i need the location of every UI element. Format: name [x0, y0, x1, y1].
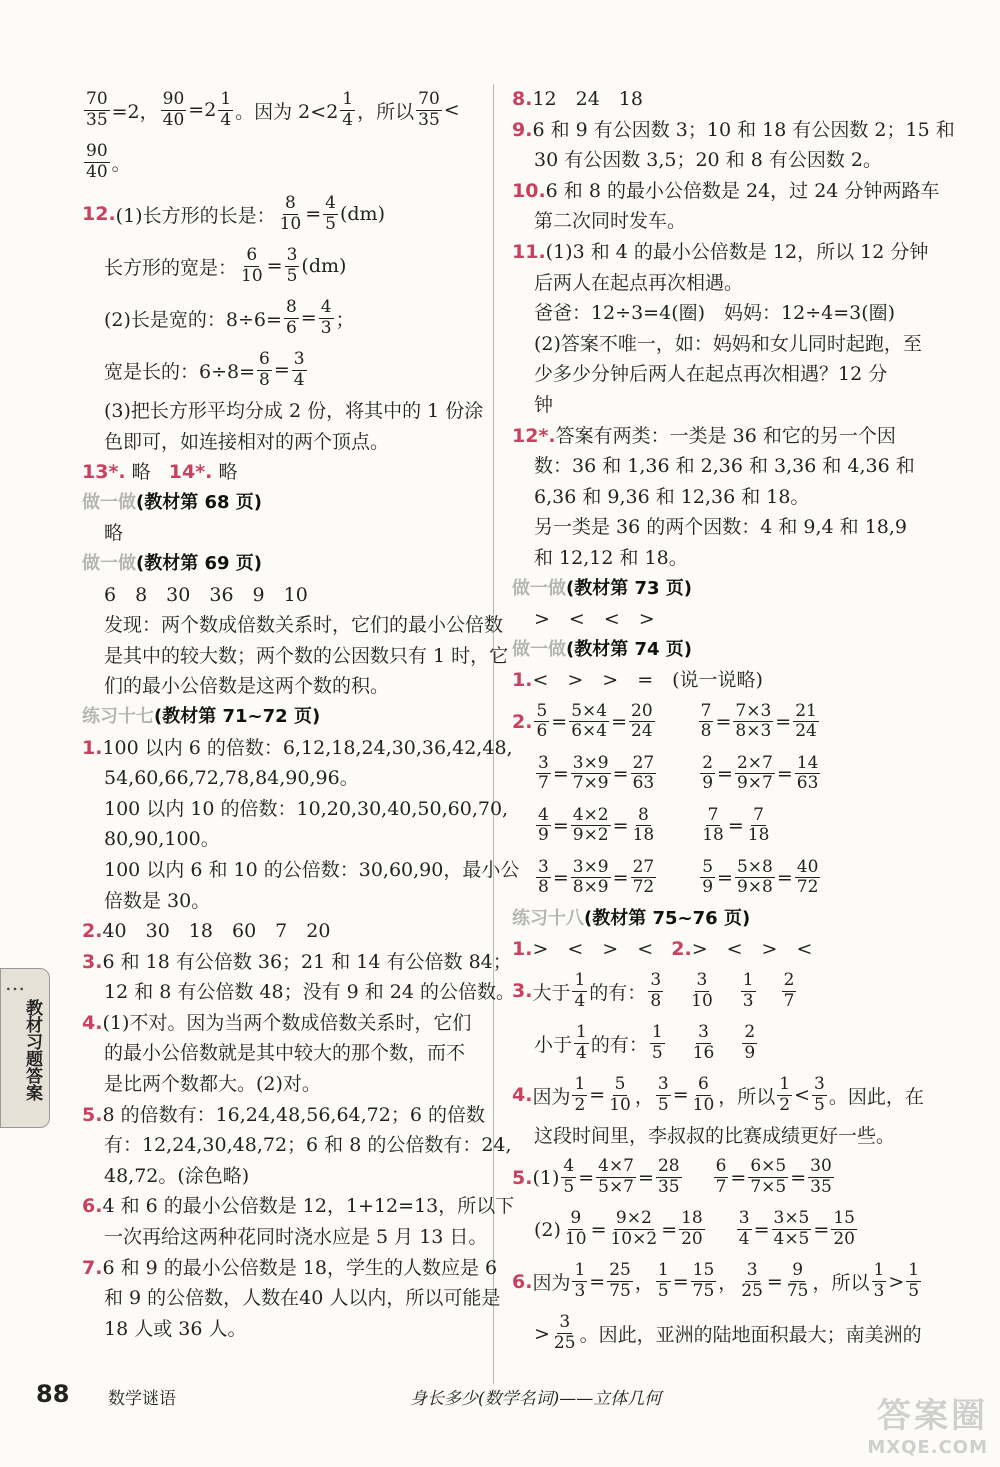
q1-line: 1.100 以内 6 的倍数：6,12,18,24,30,36,42,48, [82, 736, 513, 759]
b4-line-1: 4. 因为 $\frac{1}{2}$ = $\frac{5}{10}$ ， $\frac{3}{5}$ = $\frac{6}{10}$ ，所以 $\frac{1}{2}$ < $\frac{3}{5}$ 。因此，在 [512, 1073, 924, 1115]
question-number: 12. [82, 203, 116, 225]
q10-line: 10.6 和 8 的最小公倍数是 24，过 24 分钟两路车 [512, 179, 940, 202]
section-header-75: 练习十八(教材第 75~76 页) [512, 907, 751, 929]
a2-row-3: $\frac{4}{9}$ = $\frac{4\times 2}{9\times 2}$ = $\frac{8}{18}$ $\frac{7}{18}$ = $\frac{7}{18}$ [538, 804, 770, 846]
text-line: 发现：两个数成倍数关系时，它们的最小公倍数 [104, 614, 504, 637]
text-line: 12 和 8 有公倍数 48；没有 9 和 24 的公倍数。 [104, 981, 516, 1004]
q12-line-1: 12. (1)长方形的长是： $\frac{8}{10}$ = $\frac{4}{5}$ (dm) [82, 192, 385, 234]
text-line: 另一类是 36 的两个因数：4 和 9,4 和 18,9 [534, 516, 908, 539]
text-line: 54,60,66,72,78,84,90,96。 [104, 767, 359, 790]
q2-line: 2.40 30 18 60 7 20 [82, 920, 331, 943]
q4-line: 4.(1)不对。因为当两个数成倍数关系时，它们 [82, 1011, 472, 1034]
text-line: 爸爸：12÷3=4(圈) 妈妈：12÷4=3(圈) [534, 302, 896, 325]
text-line: 第二次同时发车。 [534, 210, 687, 233]
fraction: $\frac{90}{40}$ [162, 88, 185, 130]
q11-line: 11.(1)3 和 4 的最小公倍数是 12，所以 12 分钟 [512, 240, 929, 263]
fraction: $\frac{70}{35}$ [86, 88, 108, 130]
q12-line-2: 长方形的宽是： $\frac{6}{10}$ = $\frac{3}{5}$ (dm) [104, 244, 347, 286]
q12star-line: 12*.答案有两类：一类是 36 和它的另一个因 [512, 424, 896, 447]
text-line: 是比两个数都大。(2)对。 [104, 1073, 321, 1096]
text-line: 少多少分钟后两人在起点再次相遇？12 分 [534, 363, 888, 386]
section-header-68: 做一做(教材第 68 页) [82, 491, 263, 513]
text-line: 和 12,12 和 18。 [534, 546, 688, 569]
text-line: 18 人或 36 人。 [104, 1317, 247, 1340]
column-divider [493, 84, 494, 1384]
line-fraction-compare: $\frac{70}{35}$ =2， $\frac{90}{40}$ =2 $\frac{1}{4}$ 。因为 2<2 $\frac{1}{4}$ ，所以 $\frac{70}{35}$ < [86, 88, 460, 130]
b3-line-1: 3. 大于 $\frac{1}{4}$ 的有： $\frac{3}{8}$ $\frac{3}{10}$ $\frac{1}{3}$ $\frac{2}{7}$ [512, 969, 795, 1011]
text-line: 这段时间里，李叔叔的比赛成绩更好一些。 [534, 1125, 896, 1148]
page-number: 88 [36, 1380, 70, 1408]
fraction: $\frac{70}{35}$ [418, 88, 440, 130]
q7-line: 7.6 和 9 的最小公倍数是 18，学生的人数应是 6 [82, 1256, 498, 1279]
q12-line-3: (2)长是宽的：8÷6= $\frac{8}{6}$ = $\frac{4}{3}$ ； [104, 296, 355, 338]
q9-line: 9.6 和 9 有公因数 3；10 和 18 有公因数 2；15 和 [512, 118, 955, 141]
text-line: 数：36 和 1,36 和 2,36 和 3,36 和 4,36 和 [534, 455, 915, 478]
text-line: 80,90,100。 [104, 828, 220, 851]
left-column [82, 84, 520, 1344]
footer-riddle: 身长多少(数学名词)——立体几何 [410, 1389, 662, 1409]
b1-b2-line: 1.> < > < 2.> < > < [512, 938, 813, 961]
fraction: $\frac{1}{4}$ [220, 88, 232, 130]
q12-line-4: 宽是长的：6÷8= $\frac{6}{8}$ = $\frac{3}{4}$ [104, 348, 305, 390]
side-tab-label: 教材习题答案 [22, 999, 42, 1101]
q13-q14-line: 13*. 略 14*. 略 [82, 461, 238, 484]
q3-line: 3.6 和 18 有公倍数 36；21 和 14 有公倍数 84； [82, 950, 512, 973]
a1-line: 1.< > > = (说一说略) [512, 669, 763, 692]
b6-line-1: 6. 因为 $\frac{1}{3}$ = $\frac{25}{75}$ ， $\frac{1}{5}$ = $\frac{15}{75}$ ， $\frac{3}{25}$ = $\frac{9}{75}$ ，所以 $\frac{1}{3}$ > $\frac{1}{5}$ [512, 1260, 920, 1302]
section-header-74: 做一做(教材第 74 页) [512, 638, 693, 660]
text-line: 们的最小公倍数是这两个数的积。 [104, 675, 390, 698]
q5-line: 5.8 的倍数有：16,24,48,56,64,72；6 的倍数 [82, 1103, 485, 1126]
section-header-69: 做一做(教材第 69 页) [82, 552, 263, 574]
side-tab [0, 968, 50, 1128]
answer-73: > < < > [534, 608, 655, 631]
footer-title: 数学谜语 [108, 1389, 176, 1409]
a2-row-1: 2. $\frac{5}{6}$ = $\frac{5\times 4}{6\times 4}$ = $\frac{20}{24}$ $\frac{7}{8}$ = $\frac{7\times 3}{8\times 3}$ = $\frac{21}{24}$ [512, 700, 817, 742]
text-line: 有：12,24,30,48,72；6 和 8 的公倍数有：24, [104, 1134, 512, 1157]
text-line: 后两人在起点再次相遇。 [534, 271, 744, 294]
q6-line: 6.4 和 6 的最小公倍数是 12，1+12=13，所以下 [82, 1195, 515, 1218]
text-line: 100 以内 6 和 10 的公倍数：30,60,90，最小公 [104, 858, 520, 881]
section-header-73: 做一做(教材第 73 页) [512, 577, 693, 599]
text-line: 100 以内 10 的倍数：10,20,30,40,50,60,70, [104, 797, 509, 820]
text-line: 倍数是 30。 [104, 889, 211, 912]
a2-row-2: $\frac{3}{7}$ = $\frac{3\times 9}{7\times 9}$ = $\frac{27}{63}$ $\frac{2}{9}$ = $\frac{2\times 7}{9\times 7}$ = $\frac{14}{63}$ [538, 752, 819, 794]
b5-line-2: (2) $\frac{9}{10}$ = $\frac{9\times 2}{10\times 2}$ = $\frac{18}{20}$ $\frac{3}{4}$ = $\frac{3\times 5}{4\times 5}$ = $\frac{15}{20}$ [534, 1208, 855, 1250]
text-line: 是其中的较大数；两个数的公因数只有 1 时，它 [104, 644, 509, 667]
text-line: 48,72。(涂色略) [104, 1164, 250, 1187]
text-line: 的最小公倍数就是其中较大的那个数，而不 [104, 1042, 466, 1065]
a2-row-4: $\frac{3}{8}$ = $\frac{3\times 9}{8\times 9}$ = $\frac{27}{72}$ $\frac{5}{9}$ = $\frac{5\times 8}{9\times 8}$ = $\frac{40}{72}$ [538, 856, 819, 898]
line-fraction-end: $\frac{90}{40}$ 。 [86, 140, 131, 182]
text-line: (3)把长方形平均分成 2 份，将其中的 1 份涂 [104, 400, 484, 422]
text-line: 6,36 和 9,36 和 12,36 和 18。 [534, 485, 810, 508]
q8-line: 8.12 24 18 [512, 88, 643, 110]
section-header-71: 练习十七(教材第 71~72 页) [82, 705, 321, 727]
b6-line-2: > $\frac{3}{25}$ 。因此，亚洲的陆地面积最大；南美洲的 [534, 1312, 922, 1354]
answer-68: 略 [104, 522, 124, 545]
right-column [512, 84, 955, 1360]
text-line: 和 9 的公倍数，人数在40 人以内，所以可能是 [104, 1287, 501, 1310]
answer-69: 6 8 30 36 9 10 [104, 583, 308, 606]
fraction: $\frac{1}{4}$ [342, 88, 354, 130]
watermark: 答案圈 MXQE.COM [867, 1396, 988, 1458]
text-line: 一次再给这两种花同时浇水应是 5 月 13 日。 [104, 1226, 488, 1249]
b3-line-2: 小于 $\frac{1}{4}$ 的有： $\frac{1}{5}$ $\frac{3}{16}$ $\frac{2}{9}$ [534, 1021, 756, 1063]
text-line: 30 有公因数 3,5；20 和 8 有公因数 2。 [534, 149, 882, 172]
speech-bubble-icon: … [5, 971, 25, 995]
text-line: (2)答案不唯一，如：妈妈和女儿同时起跑，至 [534, 332, 922, 355]
text-line: 色即可，如连接相对的两个顶点。 [104, 430, 390, 453]
b5-line-1: 5. (1) $\frac{4}{5}$ = $\frac{4\times 7}{5\times 7}$ = $\frac{28}{35}$ $\frac{6}{7}$ = $\frac{6\times 5}{7\times 5}$ = $\frac{30}{35}$ [512, 1156, 832, 1198]
text-line: 钟 [534, 393, 554, 416]
